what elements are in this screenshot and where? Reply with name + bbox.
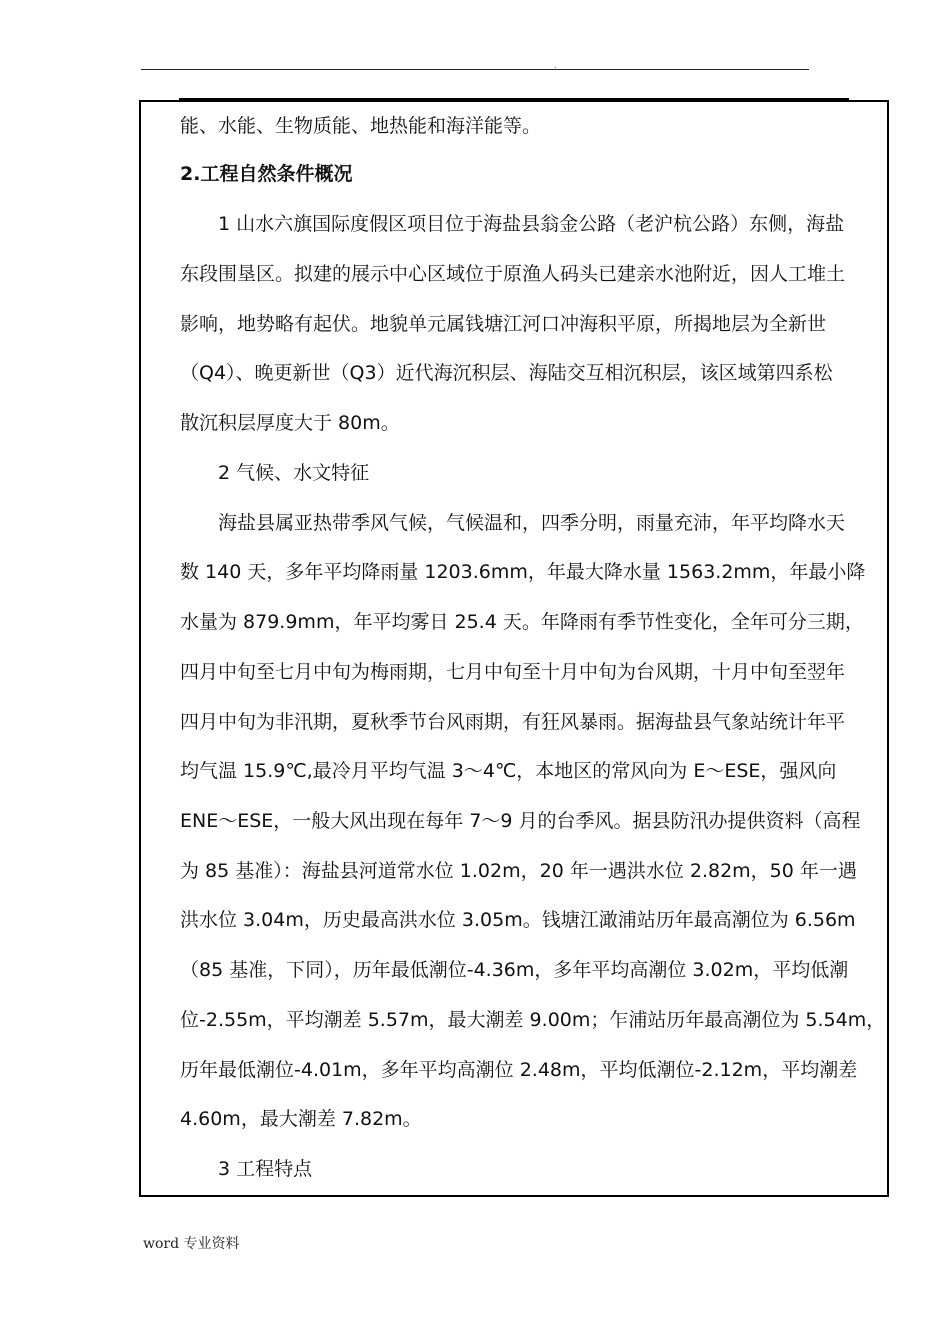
- paragraph-line: 均气温 15.9℃,最冷月平均气温 3～4℃，本地区的常风向为 E～ESE，强风向: [180, 760, 837, 782]
- paragraph-line: 1 山水六旗国际度假区项目位于海盐县翁金公路（老沪杭公路）东侧，海盐: [218, 213, 845, 235]
- paragraph-line: 4.60m，最大潮差 7.82m。: [180, 1108, 422, 1130]
- paragraph-line: ENE～ESE，一般大风出现在每年 7～9 月的台季风。据县防汛办提供资料（高程: [180, 810, 861, 832]
- content-frame-top-rule: [179, 98, 849, 101]
- paragraph-line: 东段围垦区。拟建的展示中心区域位于原渔人码头已建亲水池附近，因人工堆土: [180, 263, 846, 285]
- header-rule: [141, 69, 809, 70]
- paragraph-line: 影响，地势略有起伏。地貌单元属钱塘江河口冲海积平原，所揭地层为全新世: [180, 313, 827, 335]
- subsection-heading: 3 工程特点: [218, 1158, 313, 1180]
- section-heading: 2.工程自然条件概况: [180, 163, 353, 185]
- paragraph-line: 四月中旬为非汛期，夏秋季节台风雨期，有狂风暴雨。据海盐县气象站统计年平: [180, 711, 846, 733]
- paragraph-line: （85 基准，下同），历年最低潮位-4.36m，多年平均高潮位 3.02m，平均低潮: [180, 959, 849, 981]
- paragraph-line: 位-2.55m，平均潮差 5.57m，最大潮差 9.00m；乍浦站历年最高潮位为 5.54m，: [180, 1009, 886, 1031]
- subsection-heading: 2 气候、水文特征: [218, 462, 370, 484]
- paragraph-line: 历年最低潮位-4.01m，多年平均高潮位 2.48m，平均低潮位-2.12m，平均潮差: [180, 1059, 858, 1081]
- header-mark: .: [554, 61, 557, 70]
- paragraph-line: 数 140 天，多年平均降雨量 1203.6mm，年最大降水量 1563.2mm，年最小降: [180, 561, 866, 583]
- footer-label: word 专业资料: [143, 1236, 240, 1252]
- paragraph-line: （Q4）、晚更新世（Q3）近代海沉积层、海陆交互相沉积层，该区域第四系松: [180, 362, 833, 384]
- paragraph-line: 海盐县属亚热带季风气候，气候温和，四季分明，雨量充沛，年平均降水天: [218, 512, 846, 534]
- paragraph-line: 散沉积层厚度大于 80m。: [180, 412, 400, 434]
- paragraph-line: 为 85 基准）：海盐县河道常水位 1.02m，20 年一遇洪水位 2.82m，50 年一遇: [180, 860, 857, 882]
- paragraph-line: 四月中旬至七月中旬为梅雨期，七月中旬至十月中旬为台风期，十月中旬至翌年: [180, 661, 846, 683]
- paragraph-line: 洪水位 3.04m，历史最高洪水位 3.05m。钱塘江澉浦站历年最高潮位为 6.56m: [180, 909, 856, 931]
- paragraph-line: 水量为 879.9mm，年平均雾日 25.4 天。年降雨有季节性变化，全年可分三期，: [180, 611, 864, 633]
- continued-paragraph-line: 能、水能、生物质能、地热能和海洋能等。: [180, 115, 542, 137]
